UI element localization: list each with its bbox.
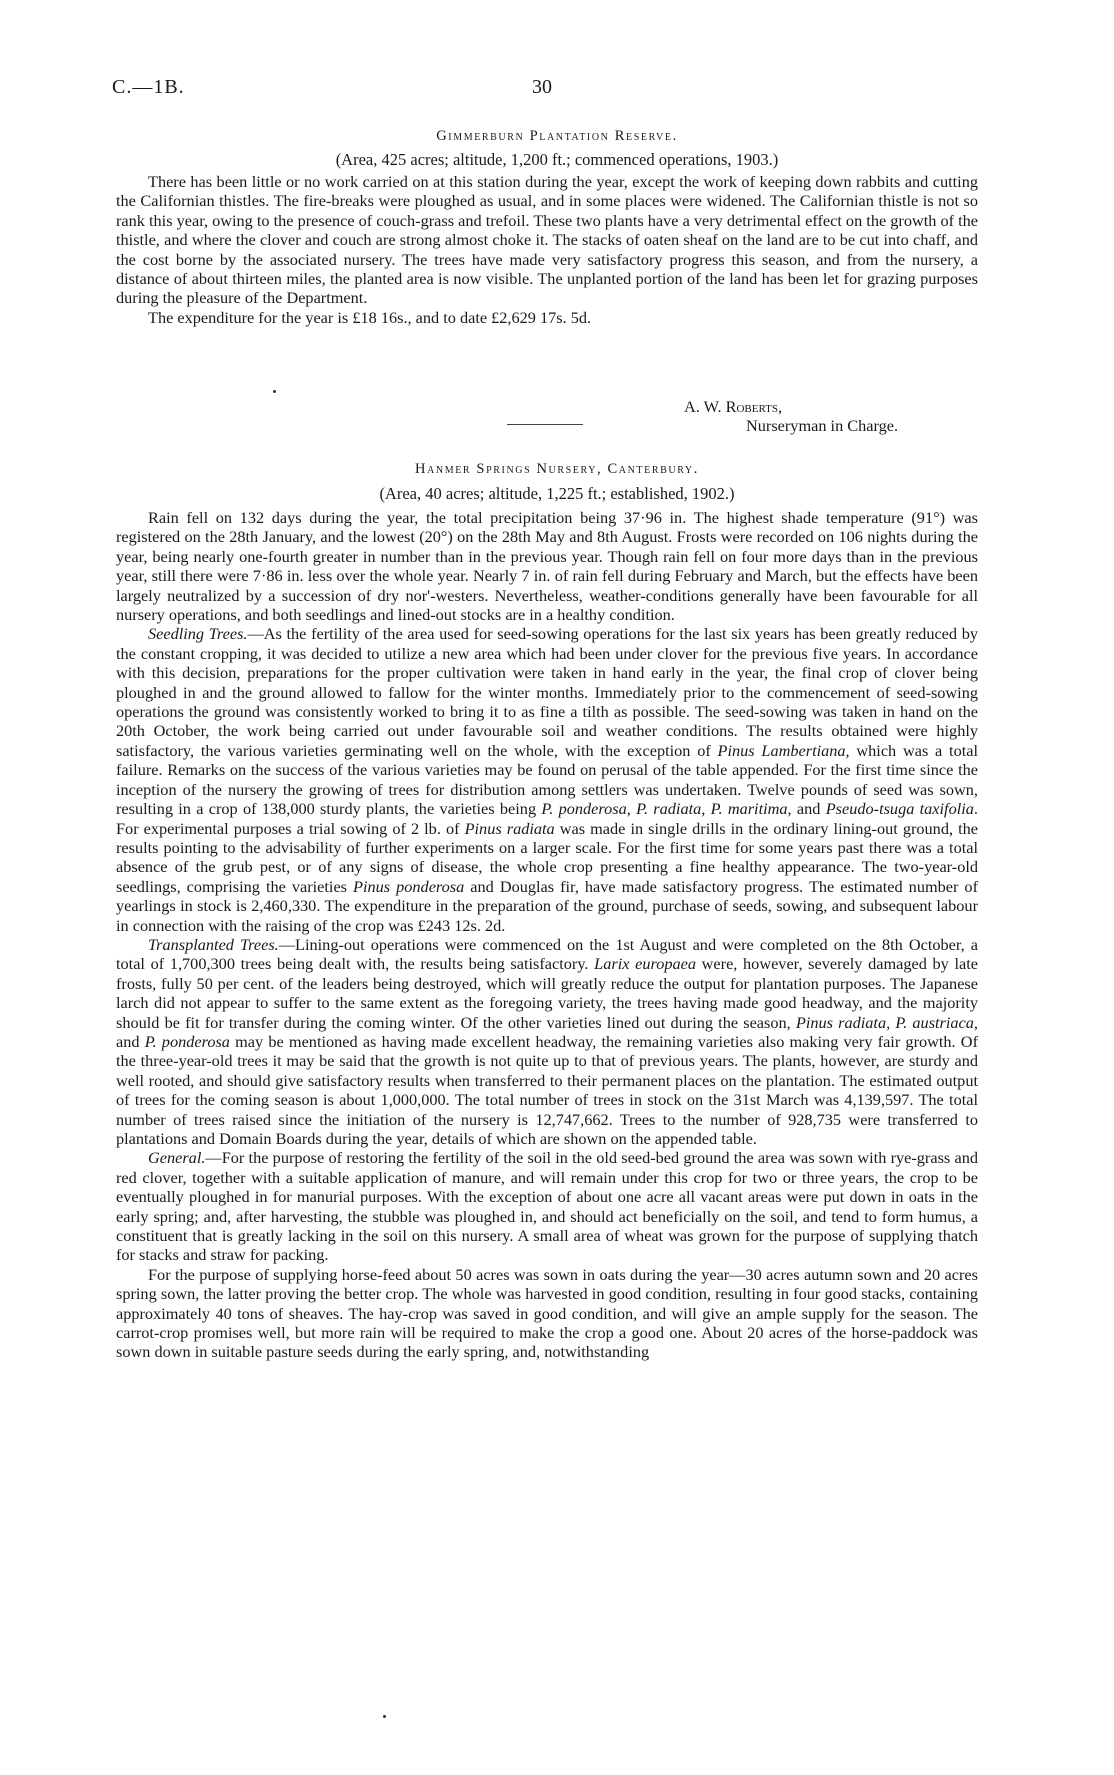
paragraph-general [116,1148,978,1264]
stray-mark [273,390,276,393]
species-name: Pinus radiata, P. austriaca, [795,1012,978,1032]
text-run: , which was a total failure. Remarks on the success of the various varieties may be found on perusal of the table appended. For the first time since the inception of the nursery the growing of trees for distribution among settlers was undertaken. Twelve pounds of seed was sown, resulting in a crop of 138,000 sturdy plants, the varieties being [116,740,978,819]
species-name: P. ponderosa [144,1031,230,1051]
text-run: . For experimental purposes a trial sowing of 2 lb. of [116,799,978,838]
text-run: and Douglas fir, have made satisfactory progress. The estimated number of yearlings in stock is 2,460,330. The expenditure in the preparation of the ground, purchase of seeds, sowing, and subsequent labour in connection with the raising of the crop was £243 12s. 2d. [116,876,978,935]
section-body-gimmerburn [116,172,978,327]
species-name: Pseudo-tsuga taxifolia [825,799,974,819]
section-title-hanmer: Hanmer Springs Nursery, Canterbury. [415,461,699,477]
species-name: Pinus Lambertiana [717,740,846,760]
section-body-hanmer [116,508,978,1362]
section-title-gimmerburn: Gimmerburn Plantation Reserve. [436,128,678,144]
text-run: —For the purpose of restoring the fertility of the soil in the old seed-bed ground the area was sown with rye-grass and red clover, together with a suitable application of manure, and will remain under this crop for two or three years, the crop to be eventually ploughed in for manurial purposes. With the exception of about one acre all vacant areas were put down in oats in the early spring; and, after harvesting, the stubble was ploughed in, and should act beneficially on the soil, and tend to form humus, a constituent that is greatly lacking in the soil on this nursery. A small area of wheat was grown for the purpose of supplying thatch for stacks and straw for packing. [116,1148,978,1265]
stray-mark [383,1715,386,1718]
paragraph-heading: General. [148,1148,206,1168]
paragraph: The expenditure for the year is £18 16s., and to date £2,629 17s. 5d. [148,307,592,327]
page-number: 30 [532,76,552,98]
paragraph-transplanted-trees [116,935,978,1148]
text-run: were, however, severely damaged by late frosts, fully 50 per cent. of the leaders being destroyed, which will greatly reduce the output for plantation purposes. The Japanese larch did not appear to suffer to the same extent as the foregoing variety, the trees having made good headway, and the majority should be fit for transfer during the coming winter. Of the other varieties lined out during the season, [116,954,978,1032]
section-subtitle-gimmerburn: (Area, 425 acres; altitude, 1,200 ft.; commenced operations, 1903.) [335,150,779,169]
section-subtitle-hanmer: (Area, 40 acres; altitude, 1,225 ft.; established, 1902.) [379,484,735,503]
paragraph: There has been little or no work carried on at this station during the year, except the work of keeping down rabbits and cutting the Californian thistles. The fire-breaks were ploughed as usual, and in some places were widened. The Californian thistle is not so rank this year, owing to the presence of couch-grass and trefoil. These two plants have a very detrimental effect on the growth of the thistle, and where the clover and couch are strong almost choke it. The stacks of oaten sheaf on the land are to be cut into chaff, and the cost borne by the associated nursery. The trees have made very satisfactory progress this season, and from the nursery, a distance of about thirteen miles, the planted area is now visible. The unplanted portion of the land has been let for grazing purposes during the pleasure of the Department. [116,172,978,308]
text-run: was made in single drills in the ordinary lining-out ground, the results pointing to the advisability of further experiments on a larger scale. For the first time for some years past there was a total absence of the grub pest, or of any signs of disease, the whole crop presenting a fine healthy appearance. The two-year-old seedlings, comprising the varieties [116,818,978,896]
species-name: Pinus ponderosa [353,876,465,896]
species-name: P. ponderosa, P. radiata, P. maritima, [541,799,792,819]
species-name: Pinus radiata [464,818,555,838]
paragraph-seedling-trees [116,624,978,935]
text-run: —As the fertility of the area used for seed-sowing operations for the last six years has been greatly reduced by the constant cropping, it was decided to utilize a new area which had been under clover for the previous five years. In accordance with this decision, preparations for the proper cultivation were taken in hand early in the year, the final crop of clover being ploughed in and the ground allowed to fallow for the winter months. Immediately prior to the commencement of seed-sowing operations the ground was consistently worked to bring it to as fine a tilth as possible. The seed-sowing was taken in hand on the 20th October, the work being carried out under favourable soil and weather conditions. The results obtained were highly satisfactory, the various varieties germinating well on the whole, with the exception of [116,624,978,760]
divider-rule [507,424,583,425]
paragraph-heading: Seedling Trees. [148,624,248,644]
species-name: Larix europaea [594,954,696,974]
paragraph-heading: Transplanted Trees. [148,934,279,954]
text-run: may be mentioned as having made excellent headway, the remaining varieties also making very fair growth. Of the three-year-old trees it may be said that the growth is not quite up to that of previous years. The plants, however, are sturdy and well rooted, and should give satisfactory results when transferred to their permanent places on the plantation. The estimated output of trees for the coming season is about 1,000,000. The total number of trees in stock on the 31st March was 4,139,597. The total number of trees raised since the initiation of the nursery is 12,747,662. Trees to the number of 928,735 were transferred to plantations and Domain Boards during the year, details of which are shown on the appended table. [116,1031,978,1148]
paragraph: Rain fell on 132 days during the year, the total precipitation being 37·96 in. The highest shade temperature (91°) was registered on the 28th January, and the lowest (20°) on the 28th May and 8th August. Frosts were recorded on 106 nights during the year, being nearly one-fourth greater in number than in the previous year. Though rain fell on four more days than in the previous year, still there were 7·86 in. less over the whole year. Nearly 7 in. of rain fell during February and March, but the effects have been largely neutralized by a succession of dry nor'-westers. Nevertheless, weather-conditions generally have been favourable for all nursery operations, and both seedlings and lined-out stocks are in a healthy condition. [116,508,978,625]
paragraph: For the purpose of supplying horse-feed about 50 acres was sown in oats during the year—30 acres autumn sown and 20 acres spring sown, the latter proving the better crop. The whole was harvested in good condition, resulting in four good stacks, containing approximately 40 tons of sheaves. The hay-crop was saved in good condition, and will give an ample supply for the season. The carrot-crop promises well, but more rain will be required to make the crop a good one. About 20 acres of the horse-paddock was sown down in suitable pasture seeds during the early spring, and, notwithstanding [116,1264,978,1362]
signature-name: A. W. Roberts, [684,397,783,416]
text-run: —Lining-out operations were commenced on the 1st August and were completed on the 8th October, a total of 1,700,300 trees being dealt with, the results being satisfactory. [116,934,978,974]
text-run: and [796,799,821,819]
text-run: and [116,1031,140,1051]
document-reference: C.—1B. [112,76,185,98]
signature-role: Nurseryman in Charge. [746,416,899,435]
